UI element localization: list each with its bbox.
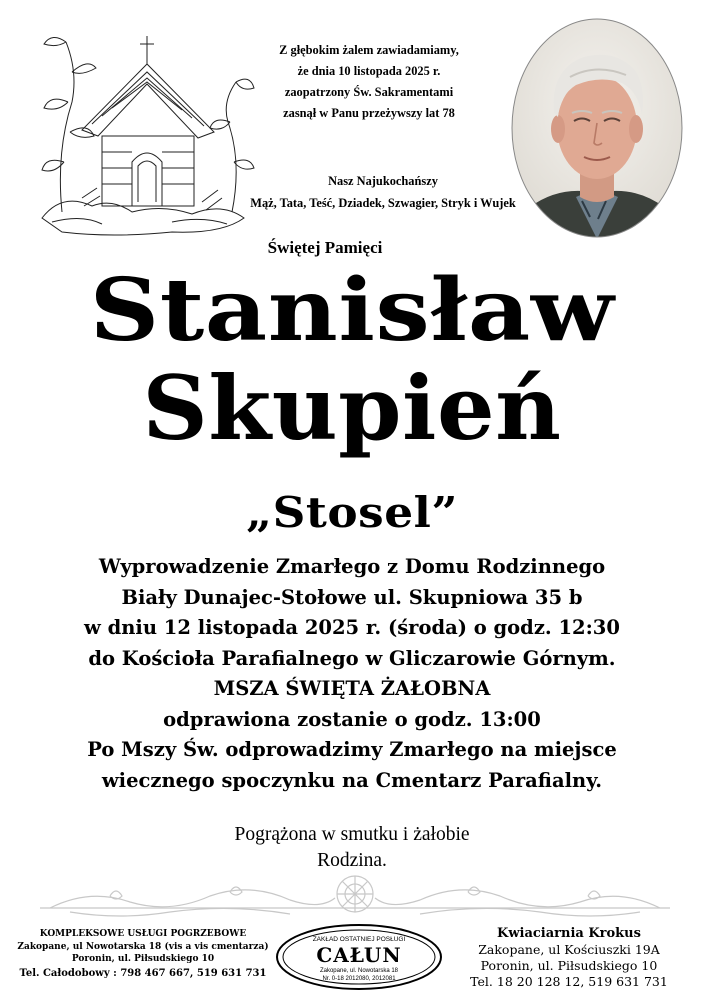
logo-top-text: ZAKŁAD OSTATNIEJ POSŁUGI: [312, 936, 406, 943]
announcement-line: zaopatrzony Św. Sakramentami: [284, 85, 454, 99]
announcement-line: że dnia 10 listopada 2025 r.: [297, 64, 441, 78]
announcement-line: zasnął w Panu przeżywszy lat 78: [283, 106, 455, 120]
announcement-line: Z głębokim żalem zawiadamiamy,: [279, 43, 459, 57]
details-line: do Kościoła Parafialnego w Gliczarowie Górnym.: [88, 646, 616, 670]
portrait-photo: [510, 17, 684, 239]
relation-line: Nasz Najukochańszy: [328, 174, 438, 188]
deceased-nickname: „Stosel”: [245, 488, 459, 537]
details-line: MSZA ŚWIĘTA ŻAŁOBNA: [213, 677, 491, 700]
calun-logo: [274, 922, 444, 992]
closing-line: Rodzina.: [317, 850, 387, 871]
funeral-services-info: [8, 928, 278, 980]
footer-right-line: Zakopane, ul Kościuszki 19A: [478, 942, 660, 957]
closing-line: Pogrążona w smutku i żałobie: [234, 824, 470, 845]
floral-ornament-icon: [30, 868, 680, 924]
relation-text: [244, 170, 522, 214]
footer-right-line: Tel. 18 20 128 12, 519 631 731: [470, 974, 668, 989]
florist-name: Kwiaciarnia Krokus: [497, 926, 641, 941]
footer-right-line: Poronin, ul. Piłsudskiego 10: [480, 958, 658, 973]
logo-nip: Nr. 0-18 2012080, 2012081: [322, 976, 396, 982]
chapel-illustration-icon: [22, 12, 262, 244]
funeral-details: [30, 552, 674, 796]
florist-info: [446, 926, 692, 990]
details-line: Wyprowadzenie Zmarłego z Domu Rodzinnego: [98, 555, 606, 578]
details-line: wiecznego spoczynku na Cmentarz Parafialny.: [101, 768, 603, 792]
memory-heading: Świętej Pamięci: [267, 238, 383, 257]
logo-address: Zakopane, ul. Nowotarska 18: [319, 968, 399, 974]
details-line: w dniu 12 listopada 2025 r. (środa) o godz. 12:30: [84, 616, 620, 639]
footer-left-phone: Tel. Całodobowy : 798 467 667, 519 631 731: [19, 967, 267, 979]
details-line: Biały Dunajec-Stołowe ul. Skupniowa 35 b: [121, 585, 583, 609]
deceased-last-name: Skupień: [142, 356, 562, 460]
details-line: Po Mszy Św. odprowadzimy Zmarłego na miejsce: [87, 738, 617, 761]
closing-text: [140, 822, 564, 874]
deceased-first-name: Stanisław: [89, 260, 615, 361]
relation-line: Mąż, Tata, Teść, Dziadek, Szwagier, Stryk i Wujek: [250, 196, 516, 210]
announcement-text: [258, 40, 480, 124]
footer-left-line: Poronin, ul. Piłsudskiego 10: [71, 954, 215, 964]
details-line: odprawiona zostanie o godz. 13:00: [163, 707, 541, 731]
footer-left-line: KOMPLEKSOWE USŁUGI POGRZEBOWE: [39, 929, 247, 939]
logo-name: CAŁUN: [316, 943, 402, 967]
footer-left-line: Zakopane, ul Nowotarska 18 (vis a vis cmentarza): [17, 941, 269, 952]
